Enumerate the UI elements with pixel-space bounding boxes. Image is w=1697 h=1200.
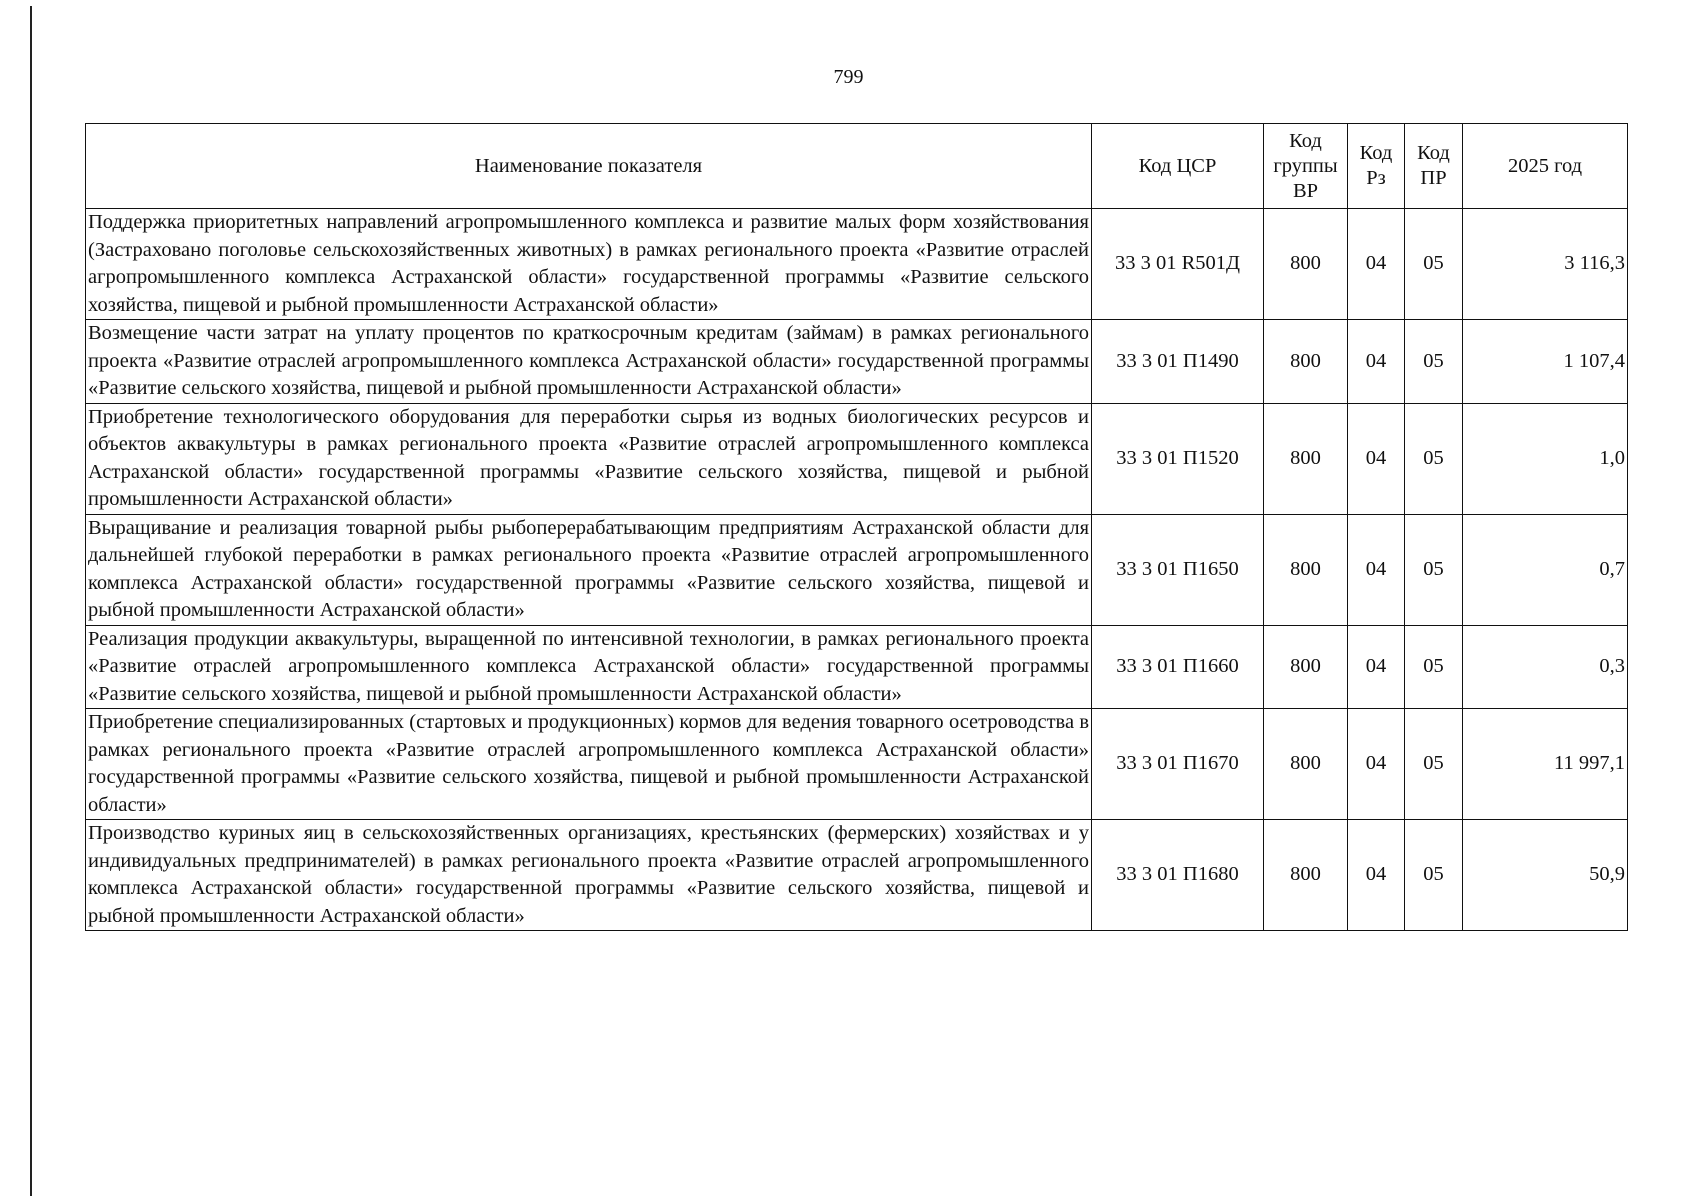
row-pr-code: 05 — [1405, 403, 1463, 514]
table-row — [86, 625, 1628, 709]
row-vr-code: 800 — [1264, 820, 1348, 931]
row-pr-code: 05 — [1405, 320, 1463, 404]
row-rz-code: 04 — [1348, 514, 1405, 625]
row-pr-code: 05 — [1405, 625, 1463, 709]
header-csr-code: Код ЦСР — [1092, 124, 1264, 209]
row-amount: 11 997,1 — [1463, 709, 1628, 820]
row-pr-code: 05 — [1405, 709, 1463, 820]
row-pr-code: 05 — [1405, 209, 1463, 320]
row-name: Реализация продукции аквакультуры, выращенной по интенсивной технологии, в рамках регионального проекта «Развитие отраслей агропромышленного комплекса Астраханской области» государственной программы «Развитие сельского хозяйства, пищевой и рыбной промышленности Астраханской области» — [86, 625, 1092, 709]
header-name: Наименование показателя — [86, 124, 1092, 209]
row-csr-code: 33 3 01 П1650 — [1092, 514, 1264, 625]
row-amount: 1,0 — [1463, 403, 1628, 514]
table-row — [86, 209, 1628, 320]
row-rz-code: 04 — [1348, 625, 1405, 709]
row-vr-code: 800 — [1264, 403, 1348, 514]
row-vr-code: 800 — [1264, 625, 1348, 709]
header-vr-code: Код группы ВР — [1264, 124, 1348, 209]
row-vr-code: 800 — [1264, 209, 1348, 320]
row-csr-code: 33 3 01 R501Д — [1092, 209, 1264, 320]
row-csr-code: 33 3 01 П1680 — [1092, 820, 1264, 931]
row-csr-code: 33 3 01 П1660 — [1092, 625, 1264, 709]
row-amount: 50,9 — [1463, 820, 1628, 931]
table-row — [86, 709, 1628, 820]
table-row — [86, 403, 1628, 514]
row-rz-code: 04 — [1348, 709, 1405, 820]
header-pr-code: Код ПР — [1405, 124, 1463, 209]
row-pr-code: 05 — [1405, 820, 1463, 931]
row-pr-code: 05 — [1405, 514, 1463, 625]
row-name: Поддержка приоритетных направлений агропромышленного комплекса и развитие малых форм хозяйствования (Застраховано поголовье сельскохозяйственных животных) в рамках регионального проекта «Развитие отраслей агропромышленного комплекса Астраханской области» государственной программы «Развитие сельского хозяйства, пищевой и рыбной промышленности Астраханской области» — [86, 209, 1092, 320]
row-rz-code: 04 — [1348, 403, 1405, 514]
header-rz-code: Код Рз — [1348, 124, 1405, 209]
row-amount: 0,3 — [1463, 625, 1628, 709]
row-name: Приобретение специализированных (стартовых и продукционных) кормов для ведения товарного осетроводства в рамках регионального проекта «Развитие отраслей агропромышленного комплекса Астраханской области» государственной программы «Развитие сельского хозяйства, пищевой и рыбной промышленности Астраханской области» — [86, 709, 1092, 820]
header-year-2025: 2025 год — [1463, 124, 1628, 209]
row-vr-code: 800 — [1264, 320, 1348, 404]
binding-margin-line — [30, 6, 32, 1196]
row-rz-code: 04 — [1348, 320, 1405, 404]
row-vr-code: 800 — [1264, 709, 1348, 820]
row-rz-code: 04 — [1348, 209, 1405, 320]
row-csr-code: 33 3 01 П1490 — [1092, 320, 1264, 404]
row-amount: 3 116,3 — [1463, 209, 1628, 320]
row-csr-code: 33 3 01 П1520 — [1092, 403, 1264, 514]
row-csr-code: 33 3 01 П1670 — [1092, 709, 1264, 820]
row-rz-code: 04 — [1348, 820, 1405, 931]
table-row — [86, 320, 1628, 404]
row-name: Возмещение части затрат на уплату процентов по краткосрочным кредитам (займам) в рамках регионального проекта «Развитие отраслей агропромышленного комплекса Астраханской области» государственной программы «Развитие сельского хозяйства, пищевой и рыбной промышленности Астраханской области» — [86, 320, 1092, 404]
row-amount: 0,7 — [1463, 514, 1628, 625]
header-row — [86, 124, 1628, 209]
row-name: Производство куриных яиц в сельскохозяйственных организациях, крестьянских (фермерских) хозяйствах и у индивидуальных предпринимателей) в рамках регионального проекта «Развитие отраслей агропромышленного комплекса Астраханской области» государственной программы «Развитие сельского хозяйства, пищевой и рыбной промышленности Астраханской области» — [86, 820, 1092, 931]
table-row — [86, 820, 1628, 931]
row-name: Выращивание и реализация товарной рыбы рыбоперерабатывающим предприятиям Астраханской области для дальнейшей глубокой переработки в рамках регионального проекта «Развитие отраслей агропромышленного комплекса Астраханской области» государственной программы «Развитие сельского хозяйства, пищевой и рыбной промышленности Астраханской области» — [86, 514, 1092, 625]
row-amount: 1 107,4 — [1463, 320, 1628, 404]
page-number: 799 — [833, 66, 864, 88]
row-vr-code: 800 — [1264, 514, 1348, 625]
table-header — [86, 124, 1628, 209]
table-body — [86, 209, 1628, 931]
table-row — [86, 514, 1628, 625]
budget-table — [85, 123, 1628, 931]
row-name: Приобретение технологического оборудования для переработки сырья из водных биологических ресурсов и объектов аквакультуры в рамках регионального проекта «Развитие отраслей агропромышленного комплекса Астраханской области» государственной программы «Развитие сельского хозяйства, пищевой и рыбной промышленности Астраханской области» — [86, 403, 1092, 514]
